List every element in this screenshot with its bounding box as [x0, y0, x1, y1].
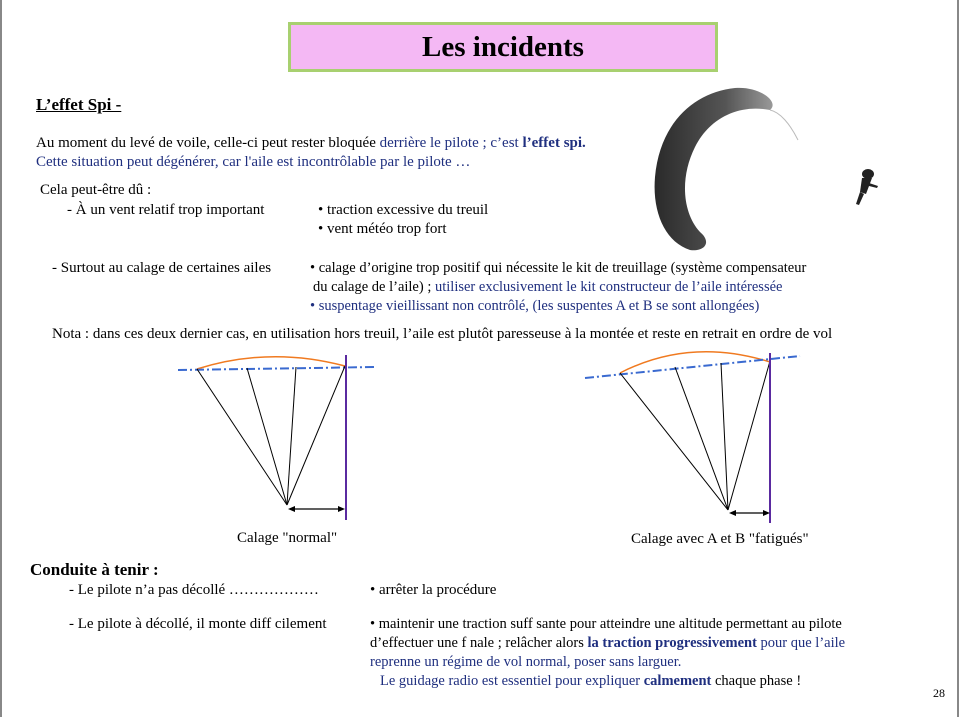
intro-line-1: Au moment du levé de voile, celle-ci peut rester bloquée derrière le pilote ; c’est l’effet spi. — [36, 135, 586, 151]
case2-bullet-1-line-2: du calage de l’aile) ; utiliser exclusivement le kit constructeur de l’aile intéressée — [313, 279, 783, 295]
case2-label: - Surtout au calage de certaines ailes — [52, 260, 272, 276]
intro-line-2: Cette situation peut dégénérer, car l'aile est incontrôlable par le pilote … — [36, 154, 471, 170]
conduct-row2-line-4: Le guidage radio est essentiel pour expliquer calmement chaque phase ! — [380, 673, 802, 689]
case2-bullet-2: • suspentage vieillissant non contrôlé, (les suspentes A et B se sont allongées) — [310, 298, 760, 314]
suspension-lines — [620, 361, 770, 510]
case1-bullet-1: • traction excessive du treuil — [318, 202, 489, 218]
page-title: Les incidents — [422, 30, 584, 63]
conduct-row2-line-3: reprenne un régime de vol normal, poser sans larguer. — [370, 654, 682, 670]
page-number: 28 — [933, 686, 945, 700]
diagram-normal-caption: Calage "normal" — [237, 530, 338, 546]
case1-label: - À un vent relatif trop important — [67, 202, 265, 218]
conduct-row1-action: • arrêter la procédure — [370, 582, 497, 598]
case2-bullet-1-line-1: • calage d’origine trop positif qui nécessite le kit de treuillage (système compensateur — [310, 260, 807, 276]
diagram-fatigued — [580, 345, 805, 525]
conduct-row2-line-2: d’effectuer une f nale ; relâcher alors la traction progressivement pour que l’aile — [370, 635, 846, 651]
section-heading: L’effet Spi - — [36, 95, 122, 114]
canopy-shape — [655, 88, 773, 250]
conduct-row2-label: - Le pilote à décollé, il monte diff cilement — [69, 616, 327, 632]
canopy-arc — [620, 352, 770, 373]
conduct-row1-label: - Le pilote n’a pas décollé ……………… — [69, 582, 319, 598]
conduct-row2-line-1: • maintenir une traction suff sante pour atteindre une altitude permettant au pilote — [370, 616, 842, 632]
title-box — [288, 22, 718, 72]
nota: Nota : dans ces deux dernier cas, en utilisation hors treuil, l’aile est plutôt paresseuse à la montée et reste en retrait en ordre de vol — [52, 326, 833, 342]
page-border-left — [0, 0, 2, 717]
paraglider-photo — [640, 82, 900, 257]
diagram-fatigued-caption: Calage avec A et B "fatigués" — [631, 531, 809, 547]
conduct-heading: Conduite à tenir : — [30, 560, 159, 579]
diagram-normal — [170, 350, 385, 525]
causes-intro: Cela peut-être dû : — [40, 182, 152, 198]
suspension-lines — [197, 366, 345, 505]
chord-line — [585, 356, 800, 378]
chord-line — [178, 367, 377, 370]
pilot-figure — [856, 169, 878, 205]
case1-bullet-2: • vent météo trop fort — [318, 221, 447, 237]
